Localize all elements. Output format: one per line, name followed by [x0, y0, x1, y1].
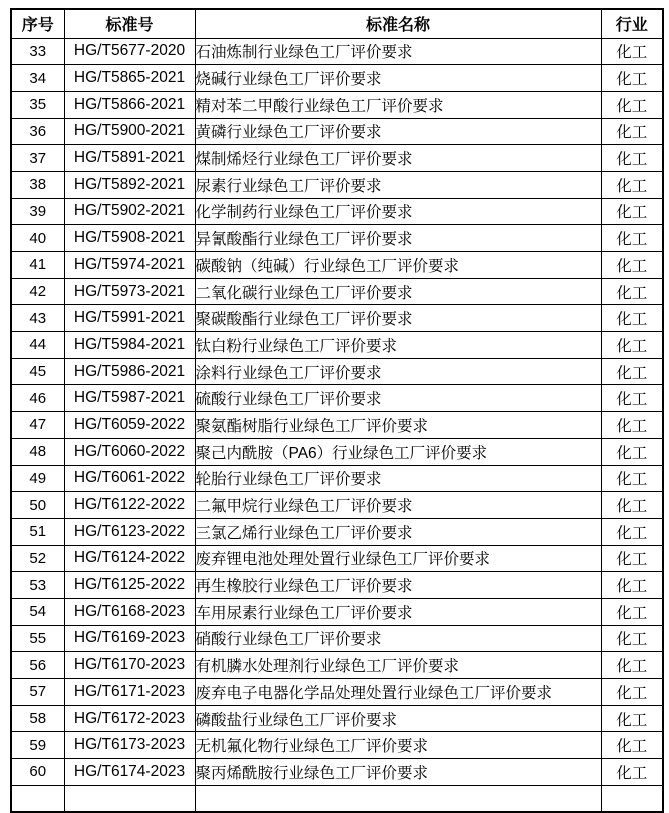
seq-cell: 48 [11, 438, 64, 465]
table-row [11, 332, 663, 359]
table-row [11, 732, 663, 759]
standards-table [10, 8, 664, 813]
industry-cell: 化工 [601, 759, 663, 786]
industry-cell: 化工 [601, 305, 663, 332]
standard-name-cell [195, 785, 601, 812]
column-header-standard-name: 标准名称 [195, 9, 601, 38]
standard-no-cell: HG/T5984-2021 [64, 332, 195, 359]
seq-cell: 43 [11, 305, 64, 332]
seq-cell: 54 [11, 598, 64, 625]
standard-no-cell [64, 785, 195, 812]
seq-cell: 51 [11, 518, 64, 545]
industry-cell: 化工 [601, 572, 663, 599]
standard-name-cell: 黄磷行业绿色工厂评价要求 [195, 118, 601, 145]
table-row [11, 91, 663, 118]
standard-name-cell: 聚己内酰胺（PA6）行业绿色工厂评价要求 [195, 438, 601, 465]
industry-cell: 化工 [601, 358, 663, 385]
table-row [11, 518, 663, 545]
industry-cell: 化工 [601, 412, 663, 439]
standard-no-cell: HG/T6123-2022 [64, 518, 195, 545]
standard-no-cell: HG/T5900-2021 [64, 118, 195, 145]
seq-cell: 45 [11, 358, 64, 385]
seq-cell: 36 [11, 118, 64, 145]
industry-cell: 化工 [601, 225, 663, 252]
standard-no-cell: HG/T6171-2023 [64, 679, 195, 706]
standard-name-cell: 三氯乙烯行业绿色工厂评价要求 [195, 518, 601, 545]
table-body [11, 38, 663, 785]
table-row [11, 358, 663, 385]
industry-cell: 化工 [601, 679, 663, 706]
seq-cell: 37 [11, 145, 64, 172]
table-row [11, 65, 663, 92]
table-row [11, 385, 663, 412]
standard-no-cell: HG/T5891-2021 [64, 145, 195, 172]
standard-no-cell: HG/T6060-2022 [64, 438, 195, 465]
industry-cell: 化工 [601, 385, 663, 412]
industry-cell: 化工 [601, 518, 663, 545]
table-row [11, 305, 663, 332]
industry-cell: 化工 [601, 465, 663, 492]
standard-no-cell: HG/T5892-2021 [64, 171, 195, 198]
industry-cell: 化工 [601, 91, 663, 118]
seq-cell: 53 [11, 572, 64, 599]
seq-cell: 56 [11, 652, 64, 679]
standard-name-cell: 无机氟化物行业绿色工厂评价要求 [195, 732, 601, 759]
industry-cell: 化工 [601, 652, 663, 679]
seq-cell: 57 [11, 679, 64, 706]
table-row [11, 705, 663, 732]
industry-cell: 化工 [601, 598, 663, 625]
standard-no-cell: HG/T6174-2023 [64, 759, 195, 786]
standard-no-cell: HG/T6122-2022 [64, 492, 195, 519]
standard-no-cell: HG/T6124-2022 [64, 545, 195, 572]
table-row [11, 412, 663, 439]
seq-cell: 39 [11, 198, 64, 225]
table-row [11, 465, 663, 492]
standard-name-cell: 烧碱行业绿色工厂评价要求 [195, 65, 601, 92]
industry-cell: 化工 [601, 171, 663, 198]
seq-cell: 58 [11, 705, 64, 732]
industry-cell: 化工 [601, 145, 663, 172]
standard-no-cell: HG/T6172-2023 [64, 705, 195, 732]
standard-name-cell: 化学制药行业绿色工厂评价要求 [195, 198, 601, 225]
industry-cell [601, 785, 663, 812]
table-row [11, 652, 663, 679]
standard-name-cell: 废弃锂电池处理处置行业绿色工厂评价要求 [195, 545, 601, 572]
standard-no-cell: HG/T5865-2021 [64, 65, 195, 92]
standard-no-cell: HG/T5987-2021 [64, 385, 195, 412]
industry-cell: 化工 [601, 332, 663, 359]
seq-cell: 52 [11, 545, 64, 572]
seq-cell: 41 [11, 252, 64, 279]
standard-name-cell: 废弃电子电器化学品处理处置行业绿色工厂评价要求 [195, 679, 601, 706]
seq-cell: 47 [11, 412, 64, 439]
standard-name-cell: 二氧化碳行业绿色工厂评价要求 [195, 278, 601, 305]
standard-name-cell: 异氰酸酯行业绿色工厂评价要求 [195, 225, 601, 252]
standard-name-cell: 车用尿素行业绿色工厂评价要求 [195, 598, 601, 625]
seq-cell: 50 [11, 492, 64, 519]
seq-cell: 33 [11, 38, 64, 65]
standard-name-cell: 涂料行业绿色工厂评价要求 [195, 358, 601, 385]
standard-no-cell: HG/T6168-2023 [64, 598, 195, 625]
industry-cell: 化工 [601, 438, 663, 465]
table-row [11, 171, 663, 198]
table-row [11, 252, 663, 279]
industry-cell: 化工 [601, 492, 663, 519]
standard-no-cell: HG/T6173-2023 [64, 732, 195, 759]
standard-no-cell: HG/T6125-2022 [64, 572, 195, 599]
standard-name-cell: 钛白粉行业绿色工厂评价要求 [195, 332, 601, 359]
industry-cell: 化工 [601, 705, 663, 732]
table-row [11, 598, 663, 625]
table-row [11, 145, 663, 172]
seq-cell: 59 [11, 732, 64, 759]
standard-no-cell: HG/T5974-2021 [64, 252, 195, 279]
standard-no-cell: HG/T6169-2023 [64, 625, 195, 652]
standard-name-cell: 二氟甲烷行业绿色工厂评价要求 [195, 492, 601, 519]
table-row [11, 545, 663, 572]
seq-cell [11, 785, 64, 812]
standard-name-cell: 煤制烯烃行业绿色工厂评价要求 [195, 145, 601, 172]
standard-name-cell: 硝酸行业绿色工厂评价要求 [195, 625, 601, 652]
standard-no-cell: HG/T5866-2021 [64, 91, 195, 118]
industry-cell: 化工 [601, 38, 663, 65]
table-row-partial [11, 785, 663, 812]
table-row [11, 759, 663, 786]
standard-no-cell: HG/T5991-2021 [64, 305, 195, 332]
column-header-industry: 行业 [601, 9, 663, 38]
seq-cell: 49 [11, 465, 64, 492]
industry-cell: 化工 [601, 625, 663, 652]
standard-no-cell: HG/T6059-2022 [64, 412, 195, 439]
standard-no-cell: HG/T6170-2023 [64, 652, 195, 679]
standard-name-cell: 尿素行业绿色工厂评价要求 [195, 171, 601, 198]
standard-name-cell: 聚碳酸酯行业绿色工厂评价要求 [195, 305, 601, 332]
standard-no-cell: HG/T5973-2021 [64, 278, 195, 305]
standard-name-cell: 聚氨酯树脂行业绿色工厂评价要求 [195, 412, 601, 439]
standard-no-cell: HG/T6061-2022 [64, 465, 195, 492]
standard-no-cell: HG/T5677-2020 [64, 38, 195, 65]
table-header-row [11, 9, 663, 38]
standard-no-cell: HG/T5986-2021 [64, 358, 195, 385]
table-row [11, 679, 663, 706]
standard-no-cell: HG/T5902-2021 [64, 198, 195, 225]
industry-cell: 化工 [601, 278, 663, 305]
table-row [11, 492, 663, 519]
standard-name-cell: 再生橡胶行业绿色工厂评价要求 [195, 572, 601, 599]
column-header-standard-no: 标准号 [64, 9, 195, 38]
seq-cell: 44 [11, 332, 64, 359]
seq-cell: 34 [11, 65, 64, 92]
standard-name-cell: 石油炼制行业绿色工厂评价要求 [195, 38, 601, 65]
table-row [11, 572, 663, 599]
standard-name-cell: 精对苯二甲酸行业绿色工厂评价要求 [195, 91, 601, 118]
industry-cell: 化工 [601, 118, 663, 145]
column-header-seq: 序号 [11, 9, 64, 38]
table-row [11, 38, 663, 65]
table-row [11, 438, 663, 465]
seq-cell: 40 [11, 225, 64, 252]
table-row [11, 278, 663, 305]
standard-name-cell: 有机膦水处理剂行业绿色工厂评价要求 [195, 652, 601, 679]
seq-cell: 46 [11, 385, 64, 412]
seq-cell: 55 [11, 625, 64, 652]
table-row [11, 225, 663, 252]
industry-cell: 化工 [601, 198, 663, 225]
table-row [11, 198, 663, 225]
standard-name-cell: 轮胎行业绿色工厂评价要求 [195, 465, 601, 492]
seq-cell: 35 [11, 91, 64, 118]
industry-cell: 化工 [601, 252, 663, 279]
table-row [11, 625, 663, 652]
standard-no-cell: HG/T5908-2021 [64, 225, 195, 252]
standard-name-cell: 硫酸行业绿色工厂评价要求 [195, 385, 601, 412]
seq-cell: 38 [11, 171, 64, 198]
seq-cell: 42 [11, 278, 64, 305]
standard-name-cell: 碳酸钠（纯碱）行业绿色工厂评价要求 [195, 252, 601, 279]
industry-cell: 化工 [601, 732, 663, 759]
table-row [11, 118, 663, 145]
industry-cell: 化工 [601, 65, 663, 92]
standard-name-cell: 聚丙烯酰胺行业绿色工厂评价要求 [195, 759, 601, 786]
industry-cell: 化工 [601, 545, 663, 572]
seq-cell: 60 [11, 759, 64, 786]
standard-name-cell: 磷酸盐行业绿色工厂评价要求 [195, 705, 601, 732]
